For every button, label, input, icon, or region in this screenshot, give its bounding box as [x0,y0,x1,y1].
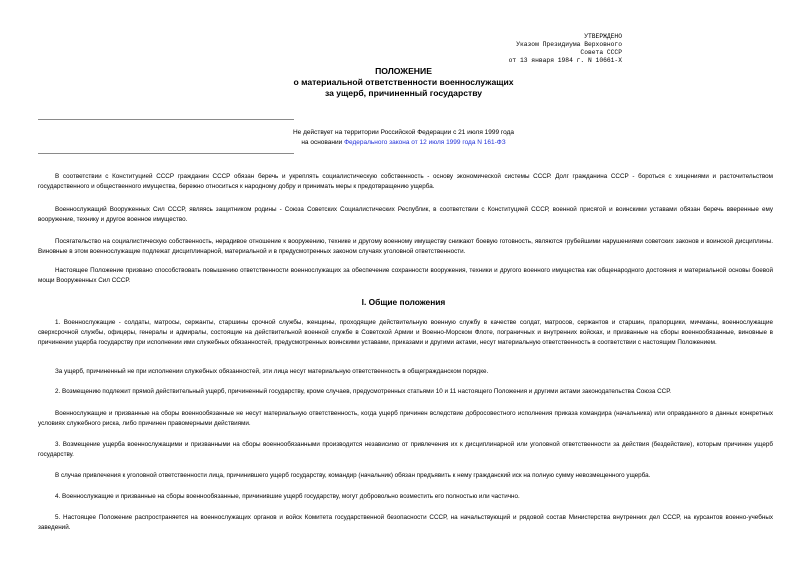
federal-law-link[interactable]: Федерального закона от 12 июля 1999 года N 161-ФЗ [344,139,506,146]
section-para-1 [38,318,773,348]
preamble-text: Настоящее Положение призвано способствовать повышению ответственности военнослужащих за обеспечение сохранности вооружения, техники и другого военного имущества как общенародного достояния и материальной основы боевой мощи Вооруженных Сил СССР. [38,267,773,284]
section-para-7 [38,492,773,502]
preamble-para-2 [38,205,773,225]
title-line-3: за ущерб, причиненный государству [324,88,483,98]
section-heading: I. Общие положения [361,297,446,307]
status-notice [0,128,807,148]
section-text: 5. Настоящее Положение распространяется на военнослужащих органов и войск Комитета государственной безопасности СССР, на начальствующий и рядовой состав Министерства внутренних дел СССР, на курсантов военно-учебных заведений. [38,514,773,531]
preamble-text: В соответствии с Конституцией СССР гражданин СССР обязан беречь и укреплять социалистическую собственность - основу экономической системы СССР. Долг гражданина СССР - бороться с хищениями и расточительством государственного и общественного имущества, бережно относиться к народному добру и принимать меры к предотвращению ущерба. [38,173,773,190]
section-para-4 [38,409,773,429]
approval-line-1: УТВЕРЖДЕНО [584,33,622,40]
title-line-2: о материальной ответственности военнослужащих [293,77,514,87]
divider-top [38,119,294,120]
divider-bottom [38,153,294,154]
approval-line-3: Совета СССР [580,49,622,56]
section-text: 4. Военнослужащие и призванные на сборы военнообязанные, причинившие ущерб государству, могут добровольно возместить его полностью или частично. [55,493,520,500]
notice-line-2 [0,138,807,148]
section-text: Военнослужащие и призванные на сборы военнообязанные не несут материальную ответственность, когда ущерб причинен вследствие добросовестного исполнения приказа командира (начальника) или оправданного в данных конкретных условиях служебного риска, либо причинен правомерными действиями. [38,410,773,427]
preamble-para-3 [38,237,773,257]
section-text: 2. Возмещению подлежит прямой действительный ущерб, причиненный государству, кроме случаев, предусмотренных статьями 10 и 11 настоящего Положения и другими актами законодательства Союза ССР. [55,388,671,395]
section-para-6 [38,471,773,481]
title-line-1: ПОЛОЖЕНИЕ [375,66,432,76]
section-text: 3. Возмещение ущерба военнослужащими и призванными на сборы военнообязанными производится независимо от привлечения их к дисциплинарной или уголовной ответственности за действия (бездействие), которым причинен ущерб государству. [38,441,773,458]
approval-stamp [509,33,622,65]
preamble-para-1 [38,172,773,192]
section-para-2 [38,367,773,377]
approval-line-4: от 13 января 1984 г. N 10661-X [508,57,622,64]
preamble-text: Военнослужащий Вооруженных Сил СССР, являясь защитником родины - Союза Советских Социалистических Республик, в соответствии с Конституцией СССР, военной присягой и воинскими уставами обязан беречь вверенные ему вооружение, технику и другое военное имущество. [38,206,773,223]
approval-line-2: Указом Президиума Верховного [516,41,622,48]
preamble-text: Посягательство на социалистическую собственность, нерадивое отношение к вооружению, технике и другому военному имуществу снижают боевую готовность, являются грубейшими нарушениями советских законов и воинской дисциплины. Виновные в этом военнослужащие подлежат дисциплинарной, материальной и в предусмотренных законом случаях уголовной ответственности. [38,238,773,255]
document-title [0,66,807,99]
section-text: 1. Военнослужащие - солдаты, матросы, сержанты, старшины срочной службы, женщины, проходящие действительную военную службу в качестве солдат, матросов, сержантов и старшин, прапорщики, мичманы, военнослужащие сверхсрочной службы, офицеры, генералы и адмиралы, состоящие на действительной военной службе в Советской Армии и Военно-Морском Флоте, пограничных и внутренних войсках, и призванные на сборы военнообязанные, виновные в причинении ущерба государству при исполнении ими служебных обязанностей, предусмотренных воинскими уставами, приказами и другими актами, несут материальную ответственность в соответствии с настоящим Положением. [38,319,773,346]
section-text: За ущерб, причиненный не при исполнении служебных обязанностей, эти лица несут материальную ответственность в общегражданском порядке. [55,368,489,375]
section-para-5 [38,440,773,460]
preamble-para-4 [38,266,773,286]
notice-line-1: Не действует на территории Российской Федерации с 21 июля 1999 года [292,129,515,136]
section-para-3 [38,387,773,397]
section-text: В случае привлечения к уголовной ответственности лица, причинившего ущерб государству, командир (начальник) обязан предъявить к нему гражданский иск на полную сумму невозмещенного ущерба. [55,472,651,479]
notice-prefix: на основании [301,139,345,146]
section-para-8 [38,513,773,533]
